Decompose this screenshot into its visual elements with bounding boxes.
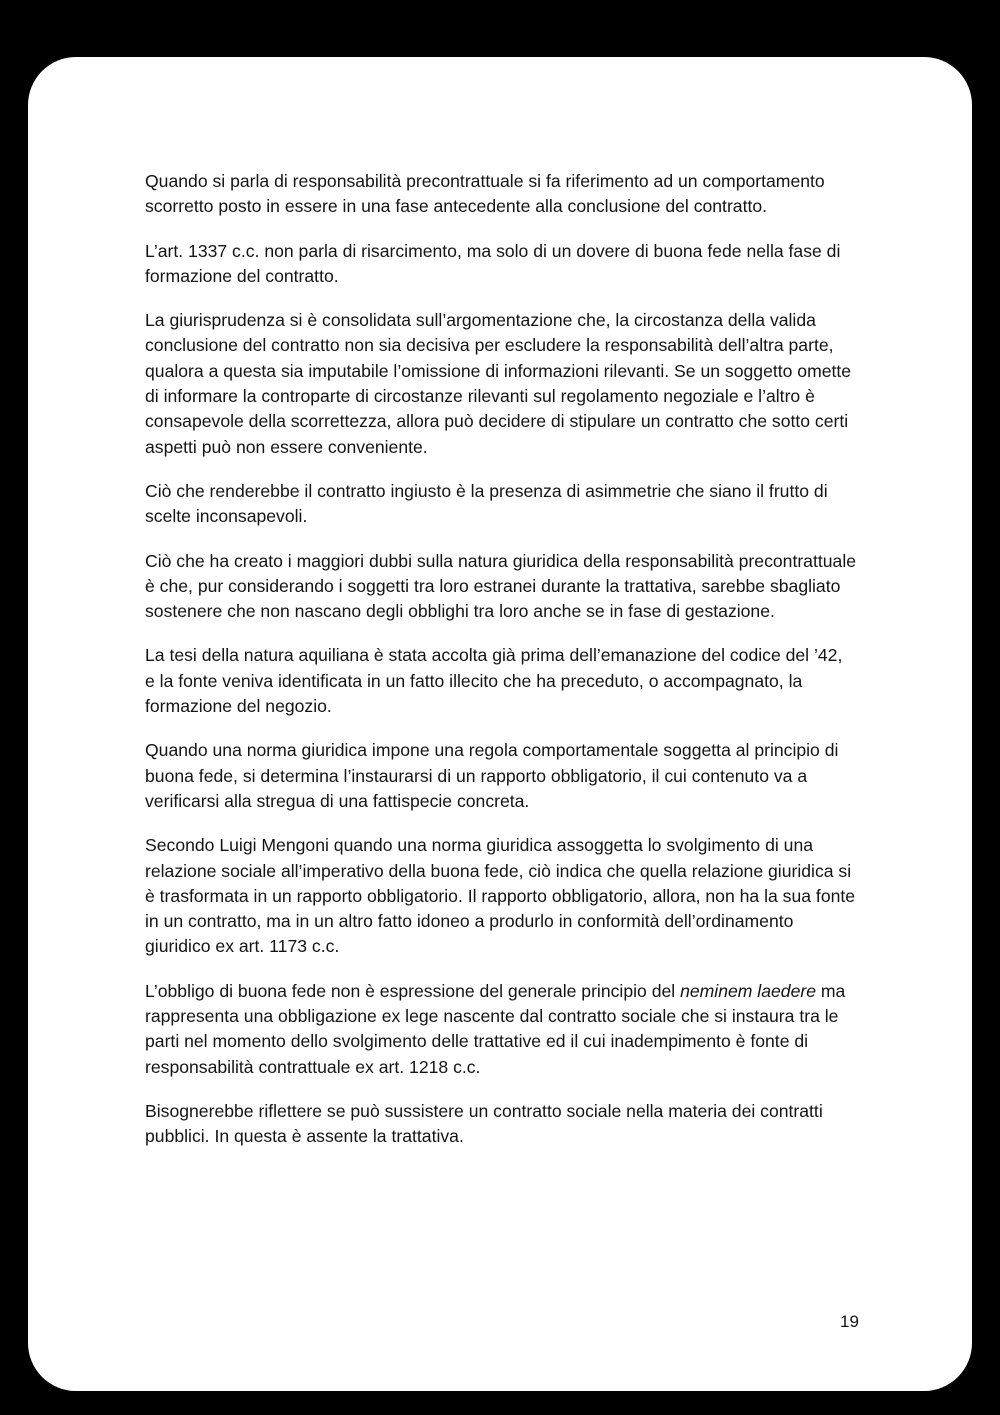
paragraph: Ciò che ha creato i maggiori dubbi sulla natura giuridica della responsabilità precontrattuale è che, pur considerando i soggetti tra loro estranei durante la trattativa, sarebbe sbagliato sostenere che non nascano degli obblighi tra loro anche se in fase di gestazione. (145, 550, 857, 622)
paragraph (145, 979, 857, 1080)
paragraph: Ciò che renderebbe il contratto ingiusto è la presenza di asimmetrie che siano il frutto di scelte inconsapevoli. (145, 480, 828, 527)
latin-term: neminem laedere (680, 980, 817, 1001)
document-page (28, 57, 972, 1391)
paragraph: L’art. 1337 c.c. non parla di risarcimento, ma solo di un dovere di buona fede nella fase di formazione del contratto. (145, 240, 841, 286)
paragraph: La giurisprudenza si è consolidata sull’argomentazione che, la circostanza della valida conclusione del contratto non sia decisiva per escludere la responsabilità dell’altra parte, qualora a questa sia imputabile l’omissione di informazioni rilevanti. Se un soggetto omette di informare la controparte di circostanze rilevanti sul regolamento negoziale e l’altro è consapevole della scorrettezza, allora può decidere di stipulare un contratto che sotto certi aspetti può non essere conveniente. (145, 310, 852, 457)
paragraph: Secondo Luigi Mengoni quando una norma giuridica assoggetta lo svolgimento di una relazione sociale all’imperativo della buona fede, ciò indica che quella relazione giuridica si è trasformata in un rapporto obbligatorio. Il rapporto obbligatorio, allora, non ha la sua fonte in un contratto, ma in un altro fatto idoneo a produrlo in conformità dell’ordinamento giuridico ex art. 1173 c.c. (145, 835, 856, 957)
page-number: 19 (840, 1312, 859, 1331)
paragraph: Bisognerebbe riflettere se può sussistere un contratto sociale nella materia dei contratti pubblici. In questa è assente la trattativa. (145, 1100, 823, 1147)
paragraph-text: ma rappresenta una obbligazione ex lege nascente dal contratto sociale che si instaura tra le parti nel momento dello svolgimento delle trattative ed il cui inadempimento è fonte di responsabilità contrattuale ex art. 1218 c.c. (145, 980, 846, 1077)
paragraph-text: L’obbligo di buona fede non è espressione del generale principio del (145, 980, 681, 1001)
paragraph: Quando si parla di responsabilità precontrattuale si fa riferimento ad un comportamento scorretto posto in essere in una fase antecedente alla conclusione del contratto. (145, 171, 825, 217)
paragraph: La tesi della natura aquiliana è stata accolta già prima dell’emanazione del codice del ’42, e la fonte veniva identificata in un fatto illecito che ha preceduto, o accompagnato, la formazione del negozio. (145, 645, 843, 717)
body-text (145, 169, 857, 1169)
paragraph: Quando una norma giuridica impone una regola comportamentale soggetta al principio di buona fede, si determina l’instaurarsi di un rapporto obbligatorio, il cui contenuto va a verificarsi alla stregua di una fattispecie concreta. (145, 740, 839, 811)
